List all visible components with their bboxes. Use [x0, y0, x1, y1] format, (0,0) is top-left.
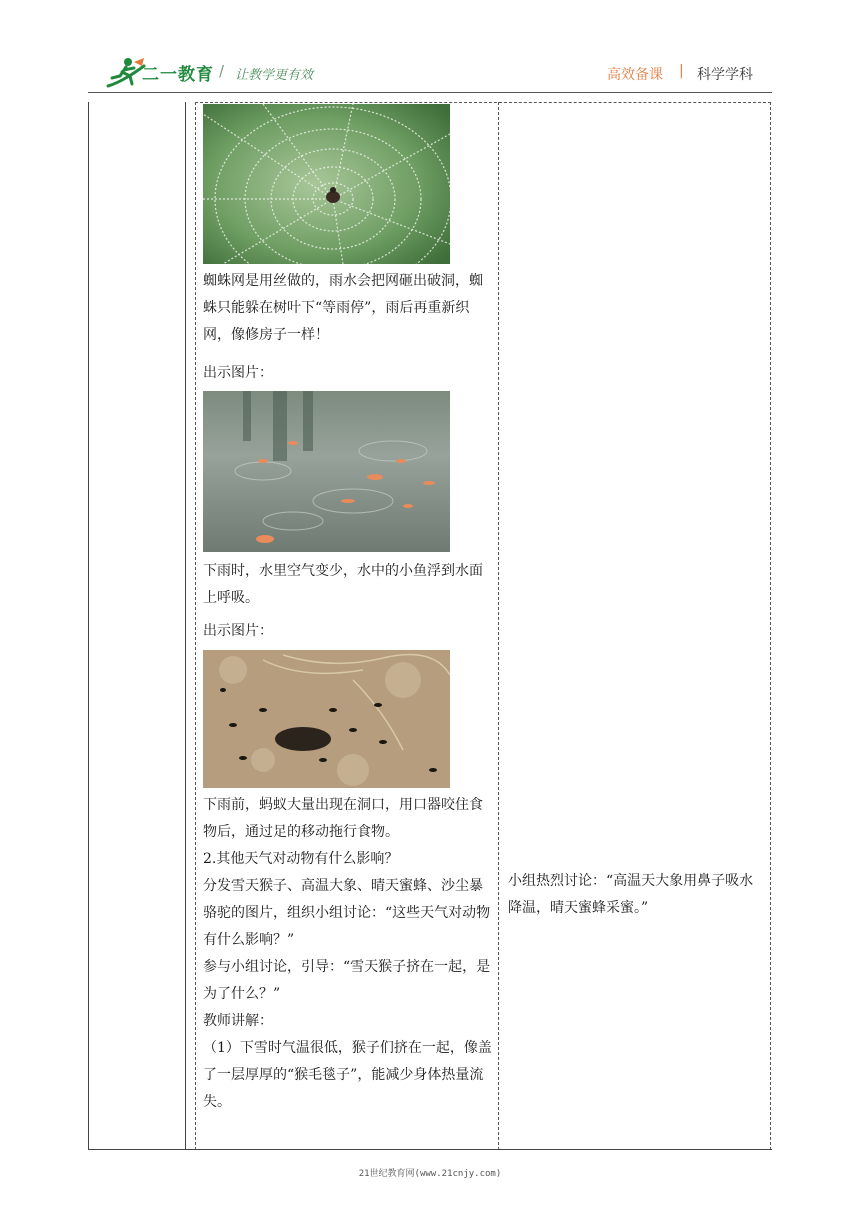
paragraph-show-image-1: 出示图片： — [203, 365, 273, 381]
slogan: 让教学更有效 — [235, 68, 314, 83]
ants-photo — [203, 650, 450, 788]
cell-mid-dash — [498, 102, 499, 1150]
paragraph-distribute: 分发雪天猴子、高温大象、晴天蜜蜂、沙尘暴骆驼的图片，组织小组讨论：“这些天气对动物有什么影响？” — [203, 878, 491, 948]
spider-web-photo — [203, 104, 450, 264]
header-rule — [88, 92, 772, 93]
student-activity: 小组热烈讨论：“高温天大象用鼻子吸水降温，晴天蜜蜂采蜜。” — [508, 873, 754, 916]
header-subject: 科学学科 — [697, 67, 753, 83]
paragraph-show-image-2: 出示图片： — [203, 623, 273, 639]
table-top-dash — [195, 102, 771, 103]
table-left-border — [88, 102, 89, 1150]
table-bottom-border — [88, 1149, 772, 1150]
paragraph-question-2: 2.其他天气对动物有什么影响？ — [203, 851, 399, 867]
paragraph-teacher: 教师讲解： — [203, 1013, 273, 1029]
paragraph-fish: 下雨时，水里空气变少，水中的小鱼浮到水面上呼吸。 — [203, 563, 483, 606]
cell-right-dash — [770, 102, 771, 1150]
table-col-divider-1 — [185, 102, 186, 1150]
brand-name: 二一教育 — [142, 65, 214, 85]
paragraph-spider: 蜘蛛网是用丝做的，雨水会把网砸出破洞，蜘蛛只能躲在树叶下“等雨停”，雨后再重新织网，像修房子一样！ — [203, 273, 483, 343]
header-tag: 高效备课 — [607, 67, 663, 83]
paragraph-ants: 下雨前，蚂蚁大量出现在洞口，用口器咬住食物后，通过足的移动拖行食物。 — [203, 797, 483, 840]
fish-pond-photo — [203, 391, 450, 552]
page-footer: 21世纪教育网(www.21cnjy.com) — [358, 1169, 502, 1179]
paragraph-guide: 参与小组讨论，引导：“雪天猴子挤在一起，是为了什么？” — [203, 959, 491, 1002]
cell-left-dash — [195, 102, 196, 1150]
header-separator: | — [679, 63, 684, 79]
paragraph-explain-1: （1）下雪时气温很低，猴子们挤在一起，像盖了一层厚厚的“猴毛毯子”，能减少身体热量流失。 — [203, 1040, 492, 1110]
page-header — [0, 0, 860, 95]
header-slash: / — [219, 62, 225, 80]
